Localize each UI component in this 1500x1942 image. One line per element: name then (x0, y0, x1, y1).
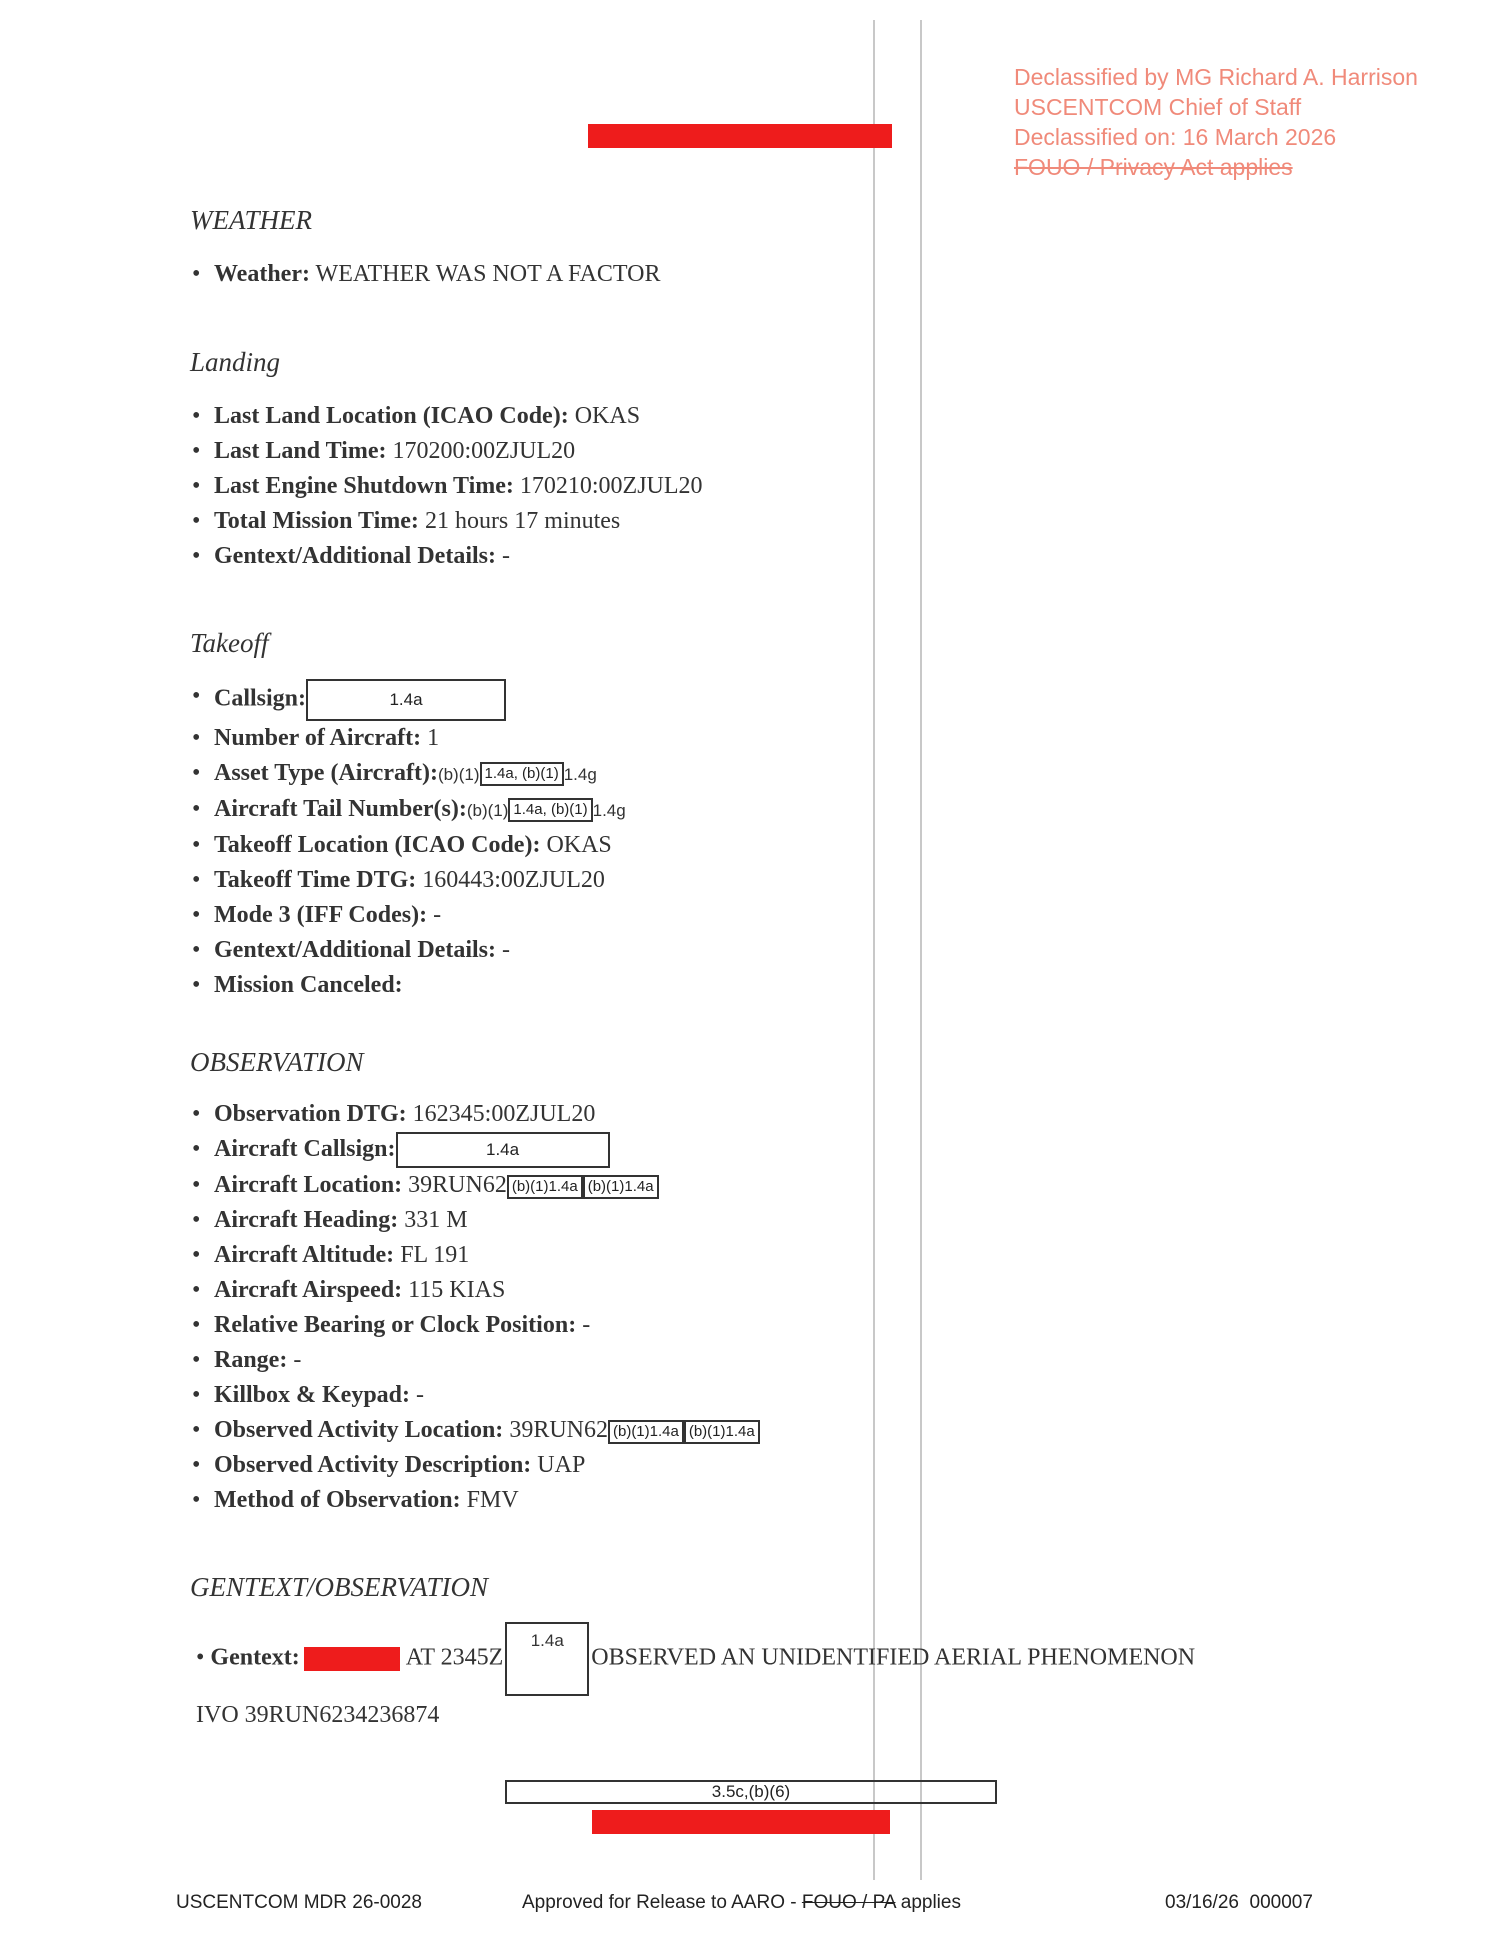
list-item: • Method of Observation: FMV (192, 1483, 760, 1518)
observation-list (192, 1097, 760, 1518)
observation-heading: OBSERVATION (190, 1047, 364, 1077)
declassification-stamp (1014, 62, 1418, 182)
list-item: • Observed Activity Location: 39RUN62 (b)(1)1.4a (b)(1)1.4a (192, 1413, 760, 1448)
activity-location-redaction-box-1: (b)(1)1.4a (608, 1420, 684, 1444)
weather-list (192, 257, 660, 292)
list-item: • Aircraft Tail Number(s):(b)(1) 1.4a, (b)(1) 1.4g (192, 792, 626, 828)
top-redaction-bar (588, 124, 892, 148)
takeoff-list (192, 679, 626, 1003)
list-item: • Callsign: 1.4a (192, 679, 626, 721)
location-redaction-box-2: (b)(1)1.4a (583, 1175, 659, 1199)
weather-heading: WEATHER (190, 205, 312, 235)
gentext-redaction-bar (304, 1647, 400, 1671)
list-item: • Asset Type (Aircraft):(b)(1) 1.4a, (b)(1) 1.4g (192, 756, 626, 792)
gentext-redaction-box: 1.4a (505, 1622, 589, 1696)
list-item: • Last Land Time: 170200:00ZJUL20 (192, 434, 703, 469)
list-item: • Range: - (192, 1343, 760, 1378)
landing-list (192, 399, 703, 574)
aircraft-callsign-redaction-box: 1.4a (396, 1132, 610, 1168)
list-item: • Killbox & Keypad: - (192, 1378, 760, 1413)
stamp-line-1: Declassified by MG Richard A. Harrison (1014, 64, 1418, 90)
list-item: • Gentext/Additional Details: - (192, 539, 703, 574)
scan-line-right (920, 20, 922, 1880)
stamp-line-4: FOUO / Privacy Act applies (1014, 154, 1293, 180)
list-item: • Mode 3 (IFF Codes): - (192, 898, 626, 933)
footer-left: USCENTCOM MDR 26-0028 (176, 1892, 422, 1913)
list-item: • Total Mission Time: 21 hours 17 minutes (192, 504, 703, 539)
stamp-line-3: Declassified on: 16 March 2026 (1014, 124, 1337, 150)
list-item: • Observation DTG: 162345:00ZJUL20 (192, 1097, 760, 1132)
stamp-line-2: USCENTCOM Chief of Staff (1014, 94, 1302, 120)
list-item: • Takeoff Time DTG: 160443:00ZJUL20 (192, 863, 626, 898)
list-item: • Aircraft Altitude: FL 191 (192, 1238, 760, 1273)
scan-line-left (873, 20, 875, 1880)
list-item: • Aircraft Airspeed: 115 KIAS (192, 1273, 760, 1308)
list-item: • Observed Activity Description: UAP (192, 1448, 760, 1483)
list-item: • Aircraft Heading: 331 M (192, 1203, 760, 1238)
bottom-redaction-bar (592, 1810, 890, 1834)
list-item: • Aircraft Callsign: 1.4a (192, 1132, 760, 1168)
list-item: • Last Engine Shutdown Time: 170210:00ZJUL20 (192, 469, 703, 504)
location-redaction-box-1: (b)(1)1.4a (507, 1175, 583, 1199)
gentext-observation-heading: GENTEXT/OBSERVATION (190, 1572, 489, 1602)
list-item: • Aircraft Location: 39RUN62 (b)(1)1.4a (b)(1)1.4a (192, 1168, 760, 1203)
asset-type-redaction-box: 1.4a, (b)(1) (480, 762, 564, 786)
list-item: • Gentext/Additional Details: - (192, 933, 626, 968)
list-item: • Weather: WEATHER WAS NOT A FACTOR (192, 257, 660, 292)
landing-heading: Landing (190, 347, 281, 377)
list-item: • Number of Aircraft: 1 (192, 721, 626, 756)
list-item: • Mission Canceled: (192, 968, 626, 1003)
footer-right: 03/16/26 000007 (1165, 1892, 1313, 1913)
footer-center: Approved for Release to AARO - FOUO / PA applies (522, 1892, 961, 1913)
takeoff-heading: Takeoff (190, 628, 269, 658)
activity-location-redaction-box-2: (b)(1)1.4a (684, 1420, 760, 1444)
list-item: • Relative Bearing or Clock Position: - (192, 1308, 760, 1343)
gentext-paragraph: • Gentext: AT 2345Z1.4aOBSERVED AN UNIDENTIFIED AERIAL PHENOMENON IVO 39RUN6234236874 (196, 1622, 1316, 1734)
footer-redaction-box: 3.5c,(b)(6) (505, 1780, 997, 1804)
list-item: • Last Land Location (ICAO Code): OKAS (192, 399, 703, 434)
list-item: • Takeoff Location (ICAO Code): OKAS (192, 828, 626, 863)
tail-number-redaction-box: 1.4a, (b)(1) (508, 798, 592, 822)
callsign-redaction-box: 1.4a (306, 679, 506, 721)
